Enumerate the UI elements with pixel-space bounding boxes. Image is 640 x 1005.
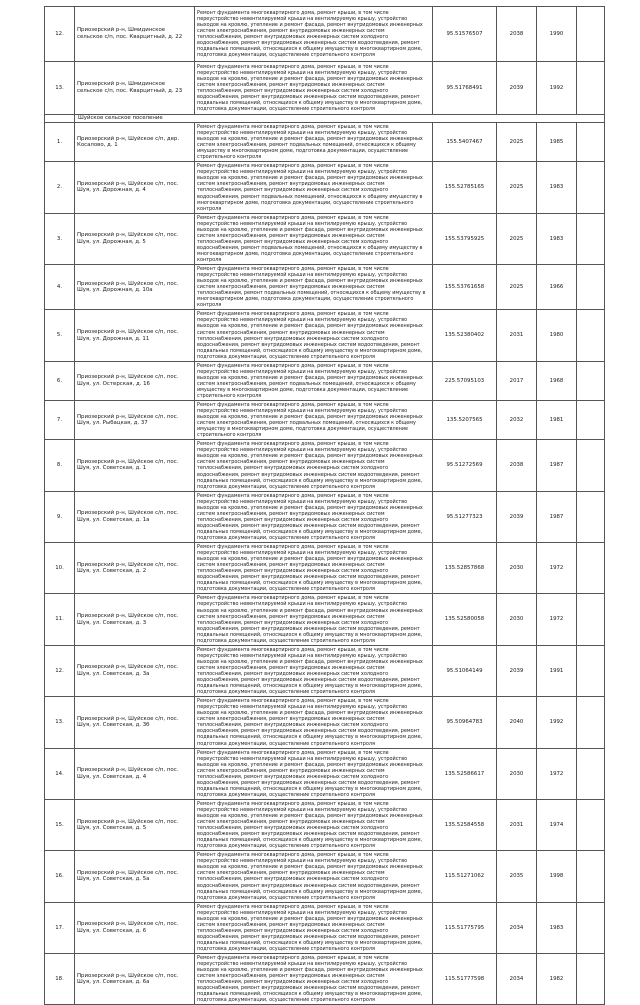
- address-cell: Приозерский р-н, Шуйское с/п, пос. Шуя, ул. Остерская, д. 16: [75, 361, 195, 400]
- row-number: 13.: [45, 697, 75, 748]
- works-cell: Ремонт фундамента многоквартирного дома, ремонт крыши, в том числе переустройство невентилируемой крыши на вентилируемую крышу, устройство выходов на кровлю, утепление и ремонт фасада, ремонт внутридомовых инженерных систем электроснабжения, ремонт подвальных помещений, относящихся к общему имуществу в многоквартирном доме, подготовка документации, осуществление строительного контроля: [195, 361, 433, 400]
- row-number: 18.: [45, 954, 75, 1005]
- row-number: 16.: [45, 851, 75, 902]
- built-year-cell: 1991: [537, 645, 577, 696]
- built-year-cell: 1990: [537, 7, 577, 62]
- built-year-cell: 1972: [537, 594, 577, 645]
- address-cell: Приозерский р-н, Шуйское с/п, пос. Шуя, ул. Советская, д. 5: [75, 799, 195, 850]
- works-cell: Ремонт фундамента многоквартирного дома, ремонт крыши, в том числе переустройство невентилируемой крыши на вентилируемую крышу, устройство выходов на кровлю, утепление и ремонт фасада, ремонт внутридомовых инженерных систем электроснабжения, ремонт внутридомовых инженерных систем теплоснабжения, ремонт внутридомовых инженерных систем холодного водоснабжения, ремонт внутридомовых инженерных систем водоотведения, ремонт подвальных помещений, относящихся к общему имуществу в многоквартирном доме, подготовка документации, осуществление строительного контроля: [195, 7, 433, 62]
- row-number: 2.: [45, 162, 75, 213]
- empty-cell: [577, 162, 605, 213]
- cost-cell: 95.51576507: [433, 7, 497, 62]
- empty-cell: [577, 954, 605, 1005]
- cost-cell: 135.52857868: [433, 543, 497, 594]
- year-cell: 2030: [497, 748, 537, 799]
- empty-cell: [577, 491, 605, 542]
- built-year-cell: 1987: [537, 491, 577, 542]
- built-year-cell: 1972: [537, 543, 577, 594]
- cost-cell: 155.53761658: [433, 265, 497, 310]
- address-cell: Приозерский р-н, Шуйское с/п, пос. Шуя, ул. Советская, д. 3: [75, 594, 195, 645]
- works-cell: Ремонт фундамента многоквартирного дома, ремонт крыши, в том числе переустройство невентилируемой крыши на вентилируемую крышу, устройство выходов на кровлю, утепление и ремонт фасада, ремонт внутридомовых инженерных систем электроснабжения, ремонт внутридомовых инженерных систем теплоснабжения, ремонт внутридомовых инженерных систем холодного водоснабжения, ремонт внутридомовых инженерных систем водоотведения, ремонт подвальных помещений, относящихся к общему имуществу в многоквартирном доме, подготовка документации, осуществление строительного контроля: [195, 748, 433, 799]
- built-year-cell: 1983: [537, 902, 577, 953]
- address-cell: Приозерский р-н, Шуйское с/п, пос. Шуя, ул. Дорожная, д. 5: [75, 213, 195, 264]
- table-body-main: [45, 123, 605, 1005]
- built-year-cell: 1983: [537, 213, 577, 264]
- year-cell: 2034: [497, 902, 537, 953]
- empty-cell: [577, 401, 605, 440]
- year-cell: 2032: [497, 401, 537, 440]
- cost-cell: 155.5407467: [433, 123, 497, 162]
- built-year-cell: 1998: [537, 851, 577, 902]
- address-cell: Приозерский р-н, Шуйское с/п, пос. Шуя, ул. Советская, д. 5а: [75, 851, 195, 902]
- row-number: 6.: [45, 361, 75, 400]
- empty-cell: [577, 902, 605, 953]
- table-row: [45, 361, 605, 400]
- built-year-cell: 1987: [537, 440, 577, 491]
- empty-cell: [577, 594, 605, 645]
- row-number: 9.: [45, 491, 75, 542]
- empty-cell: [577, 697, 605, 748]
- built-year-cell: 1980: [537, 310, 577, 361]
- built-year-cell: 1985: [537, 123, 577, 162]
- built-year-cell: 1983: [537, 162, 577, 213]
- works-cell: Ремонт фундамента многоквартирного дома, ремонт крыши, в том числе переустройство невентилируемой крыши на вентилируемую крышу, устройство выходов на кровлю, утепление и ремонт фасада, ремонт внутридомовых инженерных систем электроснабжения, ремонт внутридомовых инженерных систем теплоснабжения, ремонт внутридомовых инженерных систем холодного водоснабжения, ремонт подвальных помещений, относящихся к общему имуществу в многоквартирном доме, подготовка документации, осуществление строительного контроля: [195, 162, 433, 213]
- cost-cell: 135.52586617: [433, 748, 497, 799]
- row-number: 14.: [45, 748, 75, 799]
- built-year-cell: 1972: [537, 748, 577, 799]
- row-number: 4.: [45, 265, 75, 310]
- built-year-cell: 1982: [537, 954, 577, 1005]
- cost-cell: 135.5207565: [433, 401, 497, 440]
- built-year-cell: 1966: [537, 265, 577, 310]
- row-number: 15.: [45, 799, 75, 850]
- table-row: [45, 954, 605, 1005]
- works-cell: Ремонт фундамента многоквартирного дома, ремонт крыши, в том числе переустройство невентилируемой крыши на вентилируемую крышу, устройство выходов на кровлю, утепление и ремонт фасада, ремонт внутридомовых инженерных систем электроснабжения, ремонт внутридомовых инженерных систем теплоснабжения, ремонт внутридомовых инженерных систем холодного водоснабжения, ремонт внутридомовых инженерных систем водоотведения, ремонт подвальных помещений, относящихся к общему имуществу в многоквартирном доме, подготовка документации, осуществление строительного контроля: [195, 799, 433, 850]
- year-cell: 2031: [497, 799, 537, 850]
- row-number: 13.: [45, 62, 75, 115]
- year-cell: 2025: [497, 213, 537, 264]
- address-cell: Приозерский р-н, Шмидинское сельское с/п, пос. Кварцитный, д. 22: [75, 7, 195, 62]
- year-cell: 2025: [497, 265, 537, 310]
- table-row: [45, 491, 605, 542]
- address-cell: Приозерский р-н, Шуйское с/п, пос. Шуя, ул. Советская, д. 6а: [75, 954, 195, 1005]
- works-cell: Ремонт фундамента многоквартирного дома, ремонт крыши, в том числе переустройство невентилируемой крыши на вентилируемую крышу, устройство выходов на кровлю, утепление и ремонт фасада, ремонт внутридомовых инженерных систем электроснабжения, ремонт подвальных помещений, относящихся к общему имуществу в многоквартирном доме, подготовка документации, осуществление строительного контроля: [195, 123, 433, 162]
- works-cell: Ремонт фундамента многоквартирного дома, ремонт крыши, в том числе переустройство невентилируемой крыши на вентилируемую крышу, устройство выходов на кровлю, утепление и ремонт фасада, ремонт внутридомовых инженерных систем электроснабжения, ремонт внутридомовых инженерных систем теплоснабжения, ремонт подвальных помещений, относящихся к общему имуществу в многоквартирном доме, подготовка документации, осуществление строительного контроля: [195, 265, 433, 310]
- row-number: 17.: [45, 902, 75, 953]
- table-row: [45, 7, 605, 62]
- empty-cell: [577, 748, 605, 799]
- year-cell: 2031: [497, 310, 537, 361]
- empty-cell: [577, 645, 605, 696]
- table-row: [45, 62, 605, 115]
- cost-cell: 95.51277323: [433, 491, 497, 542]
- section-title: Шуйское сельское поселение: [75, 115, 605, 123]
- works-cell: Ремонт фундамента многоквартирного дома, ремонт крыши, в том числе переустройство невентилируемой крыши на вентилируемую крышу, устройство выходов на кровлю, утепление и ремонт фасада, ремонт внутридомовых инженерных систем электроснабжения, ремонт внутридомовых инженерных систем теплоснабжения, ремонт внутридомовых инженерных систем холодного водоснабжения, ремонт внутридомовых инженерных систем водоотведения, ремонт подвальных помещений, относящихся к общему имуществу в многоквартирном доме, подготовка документации, осуществление строительного контроля: [195, 62, 433, 115]
- empty-cell: [577, 543, 605, 594]
- table-row: [45, 401, 605, 440]
- row-number: 10.: [45, 543, 75, 594]
- year-cell: 2025: [497, 162, 537, 213]
- year-cell: 2039: [497, 491, 537, 542]
- works-cell: Ремонт фундамента многоквартирного дома, ремонт крыши, в том числе переустройство невентилируемой крыши на вентилируемую крышу, устройство выходов на кровлю, утепление и ремонт фасада, ремонт внутридомовых инженерных систем электроснабжения, ремонт внутридомовых инженерных систем теплоснабжения, ремонт внутридомовых инженерных систем холодного водоснабжения, ремонт внутридомовых инженерных систем водоотведения, ремонт подвальных помещений, относящихся к общему имуществу в многоквартирном доме, подготовка документации, осуществление строительного контроля: [195, 543, 433, 594]
- works-cell: Ремонт фундамента многоквартирного дома, ремонт крыши, в том числе переустройство невентилируемой крыши на вентилируемую крышу, устройство выходов на кровлю, утепление и ремонт фасада, ремонт внутридомовых инженерных систем электроснабжения, ремонт внутридомовых инженерных систем теплоснабжения, ремонт внутридомовых инженерных систем холодного водоснабжения, ремонт внутридомовых инженерных систем водоотведения, ремонт подвальных помещений, относящихся к общему имуществу в многоквартирном доме, подготовка документации, осуществление строительного контроля: [195, 902, 433, 953]
- year-cell: 2030: [497, 594, 537, 645]
- works-cell: Ремонт фундамента многоквартирного дома, ремонт крыши, в том числе переустройство невентилируемой крыши на вентилируемую крышу, устройство выходов на кровлю, утепление и ремонт фасада, ремонт внутридомовых инженерных систем электроснабжения, ремонт внутридомовых инженерных систем теплоснабжения, ремонт внутридомовых инженерных систем холодного водоснабжения, ремонт внутридомовых инженерных систем водоотведения, ремонт подвальных помещений, относящихся к общему имуществу в многоквартирном доме, подготовка документации, осуществление строительного контроля: [195, 491, 433, 542]
- works-cell: Ремонт фундамента многоквартирного дома, ремонт крыши, в том числе переустройство невентилируемой крыши на вентилируемую крышу, устройство выходов на кровлю, утепление и ремонт фасада, ремонт внутридомовых инженерных систем электроснабжения, ремонт внутридомовых инженерных систем теплоснабжения, ремонт внутридомовых инженерных систем холодного водоснабжения, ремонт внутридомовых инженерных систем водоотведения, ремонт подвальных помещений, относящихся к общему имуществу в многоквартирном доме, подготовка документации, осуществление строительного контроля: [195, 954, 433, 1005]
- address-cell: Приозерский р-н, Шуйское с/п, пос. Шуя, ул. Советская, д. 3б: [75, 697, 195, 748]
- year-cell: 2039: [497, 62, 537, 115]
- table-row: [45, 748, 605, 799]
- year-cell: 2025: [497, 123, 537, 162]
- empty-cell: [577, 310, 605, 361]
- address-cell: Приозерский р-н, Шуйское с/п, пос. Шуя, ул. Дорожная, д. 11: [75, 310, 195, 361]
- empty-cell: [577, 265, 605, 310]
- address-cell: Приозерский р-н, Шуйское с/п, пос. Шуя, ул. Дорожная, д. 10а: [75, 265, 195, 310]
- table-row: [45, 645, 605, 696]
- cost-cell: 155.53795925: [433, 213, 497, 264]
- cost-cell: 115.51777598: [433, 954, 497, 1005]
- table-body-top: [45, 7, 605, 115]
- document-page: [44, 6, 604, 1004]
- row-number: 1.: [45, 123, 75, 162]
- address-cell: Приозерский р-н, Шуйское с/п, пос. Шуя, ул. Советская, д. 4: [75, 748, 195, 799]
- row-number: 3.: [45, 213, 75, 264]
- year-cell: 2039: [497, 645, 537, 696]
- address-cell: Приозерский р-н, Шуйское с/п, пос. Шуя, ул. Советская, д. 1а: [75, 491, 195, 542]
- cost-cell: 155.52785165: [433, 162, 497, 213]
- address-cell: Приозерский р-н, Шуйское с/п, пос. Шуя, ул. Дорожная, д. 4: [75, 162, 195, 213]
- works-cell: Ремонт фундамента многоквартирного дома, ремонт крыши, в том числе переустройство невентилируемой крыши на вентилируемую крышу, устройство выходов на кровлю, утепление и ремонт фасада, ремонт внутридомовых инженерных систем электроснабжения, ремонт внутридомовых инженерных систем теплоснабжения, ремонт внутридомовых инженерных систем холодного водоснабжения, ремонт внутридомовых инженерных систем водоотведения, ремонт подвальных помещений, относящихся к общему имуществу в многоквартирном доме, подготовка документации, осуществление строительного контроля: [195, 310, 433, 361]
- year-cell: 2038: [497, 440, 537, 491]
- capital-repair-table: [44, 6, 605, 1005]
- built-year-cell: 1968: [537, 361, 577, 400]
- built-year-cell: 1992: [537, 697, 577, 748]
- cost-cell: 95.51064149: [433, 645, 497, 696]
- cost-cell: 95.51768491: [433, 62, 497, 115]
- built-year-cell: 1974: [537, 799, 577, 850]
- row-number: 8.: [45, 440, 75, 491]
- cost-cell: 135.52380402: [433, 310, 497, 361]
- works-cell: Ремонт фундамента многоквартирного дома, ремонт крыши, в том числе переустройство невентилируемой крыши на вентилируемую крышу, устройство выходов на кровлю, утепление и ремонт фасада, ремонт внутридомовых инженерных систем электроснабжения, ремонт внутридомовых инженерных систем теплоснабжения, ремонт внутридомовых инженерных систем холодного водоснабжения, ремонт внутридомовых инженерных систем водоотведения, ремонт подвальных помещений, относящихся к общему имуществу в многоквартирном доме, подготовка документации, осуществление строительного контроля: [195, 645, 433, 696]
- table-row: [45, 697, 605, 748]
- empty-cell: [577, 851, 605, 902]
- section-row: [45, 115, 605, 123]
- year-cell: 2040: [497, 697, 537, 748]
- table-row: [45, 310, 605, 361]
- empty-cell: [577, 62, 605, 115]
- year-cell: 2030: [497, 543, 537, 594]
- cost-cell: 135.52580058: [433, 594, 497, 645]
- cost-cell: 115.51271062: [433, 851, 497, 902]
- works-cell: Ремонт фундамента многоквартирного дома, ремонт крыши, в том числе переустройство невентилируемой крыши на вентилируемую крышу, устройство выходов на кровлю, утепление и ремонт фасада, ремонт внутридомовых инженерных систем электроснабжения, ремонт внутридомовых инженерных систем теплоснабжения, ремонт внутридомовых инженерных систем холодного водоснабжения, ремонт внутридомовых инженерных систем водоотведения, ремонт подвальных помещений, относящихся к общему имуществу в многоквартирном доме, подготовка документации, осуществление строительного контроля: [195, 697, 433, 748]
- cost-cell: 95.50964783: [433, 697, 497, 748]
- address-cell: Приозерский р-н, Шуйское с/п, пос. Шуя, ул. Советская, д. 2: [75, 543, 195, 594]
- year-cell: 2017: [497, 361, 537, 400]
- address-cell: Приозерский р-н, Шуйское с/п, дер. Косалово, д. 1: [75, 123, 195, 162]
- cost-cell: 95.51272569: [433, 440, 497, 491]
- address-cell: Приозерский р-н, Шуйское с/п, пос. Шуя, ул. Советская, д. 3а: [75, 645, 195, 696]
- row-number: 7.: [45, 401, 75, 440]
- empty-cell: [577, 799, 605, 850]
- empty-cell: [577, 440, 605, 491]
- table-row: [45, 799, 605, 850]
- address-cell: Приозерский р-н, Шуйское с/п, пос. Шуя, ул. Советская, д. 1: [75, 440, 195, 491]
- works-cell: Ремонт фундамента многоквартирного дома, ремонт крыши, в том числе переустройство невентилируемой крыши на вентилируемую крышу, устройство выходов на кровлю, утепление и ремонт фасада, ремонт внутридомовых инженерных систем электроснабжения, ремонт внутридомовых инженерных систем теплоснабжения, ремонт внутридомовых инженерных систем холодного водоснабжения, ремонт внутридомовых инженерных систем водоотведения, ремонт подвальных помещений, относящихся к общему имуществу в многоквартирном доме, подготовка документации, осуществление строительного контроля: [195, 440, 433, 491]
- address-cell: Приозерский р-н, Шуйское с/п, пос. Шуя, ул. Советская, д. 6: [75, 902, 195, 953]
- cost-cell: 115.51775795: [433, 902, 497, 953]
- empty-cell: [577, 213, 605, 264]
- empty-cell: [577, 123, 605, 162]
- works-cell: Ремонт фундамента многоквартирного дома, ремонт крыши, в том числе переустройство невентилируемой крыши на вентилируемую крышу, устройство выходов на кровлю, утепление и ремонт фасада, ремонт внутридомовых инженерных систем электроснабжения, ремонт внутридомовых инженерных систем теплоснабжения, ремонт внутридомовых инженерных систем холодного водоснабжения, ремонт внутридомовых инженерных систем водоотведения, ремонт подвальных помещений, относящихся к общему имуществу в многоквартирном доме, подготовка документации, осуществление строительного контроля: [195, 594, 433, 645]
- cost-cell: 135.52584558: [433, 799, 497, 850]
- address-cell: Приозерский р-н, Шуйское с/п, пос. Шуя, ул. Рыбацкая, д. 37: [75, 401, 195, 440]
- cost-cell: 225.57095103: [433, 361, 497, 400]
- table-row: [45, 162, 605, 213]
- works-cell: Ремонт фундамента многоквартирного дома, ремонт крыши, в том числе переустройство невентилируемой крыши на вентилируемую крышу, устройство выходов на кровлю, утепление и ремонт фасада, ремонт внутридомовых инженерных систем электроснабжения, ремонт внутридомовых инженерных систем теплоснабжения, ремонт внутридомовых инженерных систем холодного водоснабжения, ремонт подвальных помещений, относящихся к общему имуществу в многоквартирном доме, подготовка документации, осуществление строительного контроля: [195, 213, 433, 264]
- built-year-cell: 1981: [537, 401, 577, 440]
- table-row: [45, 902, 605, 953]
- year-cell: 2034: [497, 954, 537, 1005]
- table-row: [45, 213, 605, 264]
- built-year-cell: 1992: [537, 62, 577, 115]
- table-row: [45, 594, 605, 645]
- table-row: [45, 440, 605, 491]
- year-cell: 2035: [497, 851, 537, 902]
- row-number: 11.: [45, 594, 75, 645]
- address-cell: Приозерский р-н, Шмидинское сельское с/п, пос. Кварцитный, д. 23: [75, 62, 195, 115]
- works-cell: Ремонт фундамента многоквартирного дома, ремонт крыши, в том числе переустройство невентилируемой крыши на вентилируемую крышу, устройство выходов на кровлю, утепление и ремонт фасада, ремонт внутридомовых инженерных систем электроснабжения, ремонт подвальных помещений, относящихся к общему имуществу в многоквартирном доме, подготовка документации, осуществление строительного контроля: [195, 401, 433, 440]
- row-number: 12.: [45, 7, 75, 62]
- row-number: 12.: [45, 645, 75, 696]
- table-row: [45, 265, 605, 310]
- empty-cell: [577, 7, 605, 62]
- table-row: [45, 543, 605, 594]
- row-number: 5.: [45, 310, 75, 361]
- year-cell: 2038: [497, 7, 537, 62]
- empty-cell: [577, 361, 605, 400]
- works-cell: Ремонт фундамента многоквартирного дома, ремонт крыши, в том числе переустройство невентилируемой крыши на вентилируемую крышу, устройство выходов на кровлю, утепление и ремонт фасада, ремонт внутридомовых инженерных систем электроснабжения, ремонт внутридомовых инженерных систем теплоснабжения, ремонт внутридомовых инженерных систем холодного водоснабжения, ремонт внутридомовых инженерных систем водоотведения, ремонт подвальных помещений, относящихся к общему имуществу в многоквартирном доме, подготовка документации, осуществление строительного контроля: [195, 851, 433, 902]
- table-row: [45, 851, 605, 902]
- table-row: [45, 123, 605, 162]
